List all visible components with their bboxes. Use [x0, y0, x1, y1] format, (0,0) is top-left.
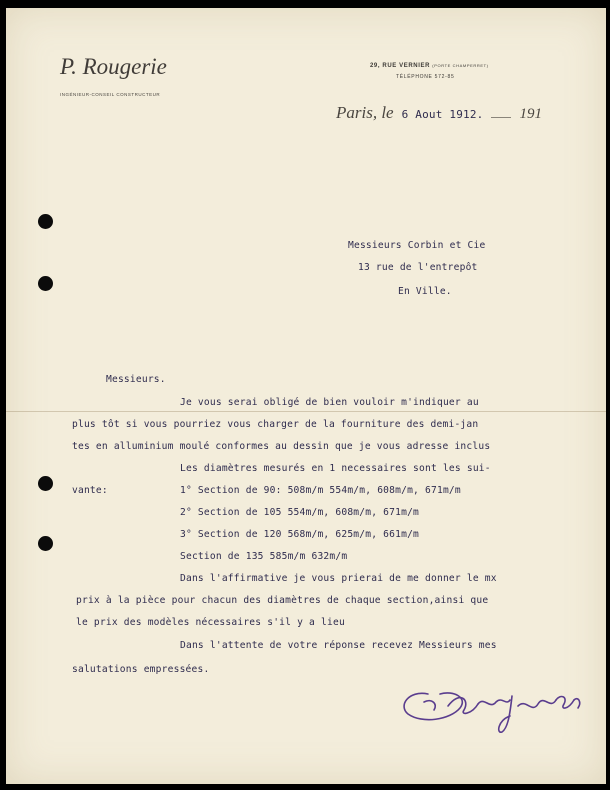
punch-hole [38, 276, 53, 291]
body-line: Dans l'attente de votre réponse recevez Messieurs mes [180, 640, 497, 651]
punch-hole [38, 476, 53, 491]
body-line: Dans l'affirmative je vous prierai de me donner le mx [180, 573, 497, 584]
section-row: Section de 135 585m/m 632m/m [180, 551, 348, 562]
body-line: Les diamètres mesurés en 1 necessaires sont les sui- [180, 463, 491, 474]
salutation: Messieurs. [106, 374, 166, 385]
list-label: vante: [72, 485, 108, 496]
signature-image [398, 670, 588, 740]
section-row: 1° Section de 90: 508m/m 554m/m, 608m/m, 671m/m [180, 485, 461, 496]
punch-hole [38, 536, 53, 551]
body-line: le prix des modèles nécessaires s'il y a lieu [76, 617, 345, 628]
recipient-name: Messieurs Corbin et Cie [348, 240, 486, 251]
letterhead-logo: P. Rougerie [60, 54, 167, 79]
letter-sheet [6, 8, 606, 784]
letterhead-address: 29, RUE VERNIER (PORTE CHAMPERRET) [370, 63, 489, 69]
body-line: Je vous serai obligé de bien vouloir m'indiquer au [180, 397, 479, 408]
recipient-street: 13 rue de l'entrepôt [358, 262, 478, 273]
body-line: prix à la pièce pour chacun des diamètres de chaque section,ainsi que [76, 595, 489, 606]
section-row: 2° Section de 105 554m/m, 608m/m, 671m/m [180, 507, 420, 518]
date-line: Paris, le 6 Aout 1912. 191 [336, 103, 542, 122]
recipient-city: En Ville. [398, 286, 452, 297]
section-row: 3° Section de 120 568m/m, 625m/m, 661m/m [180, 529, 420, 540]
letterhead-subtitle: INGÉNIEUR-CONSEIL CONSTRUCTEUR [60, 92, 161, 97]
body-line: salutations empressées. [72, 664, 210, 675]
body-line: tes en alluminium moulé conformes au dessin que je vous adresse inclus [72, 441, 491, 452]
letterhead-telephone: TÉLÉPHONE 572-85 [396, 74, 455, 80]
body-line: plus tôt si vous pourriez vous charger de la fourniture des demi-jan [72, 419, 479, 430]
punch-hole [38, 214, 53, 229]
fold-line [6, 411, 606, 412]
